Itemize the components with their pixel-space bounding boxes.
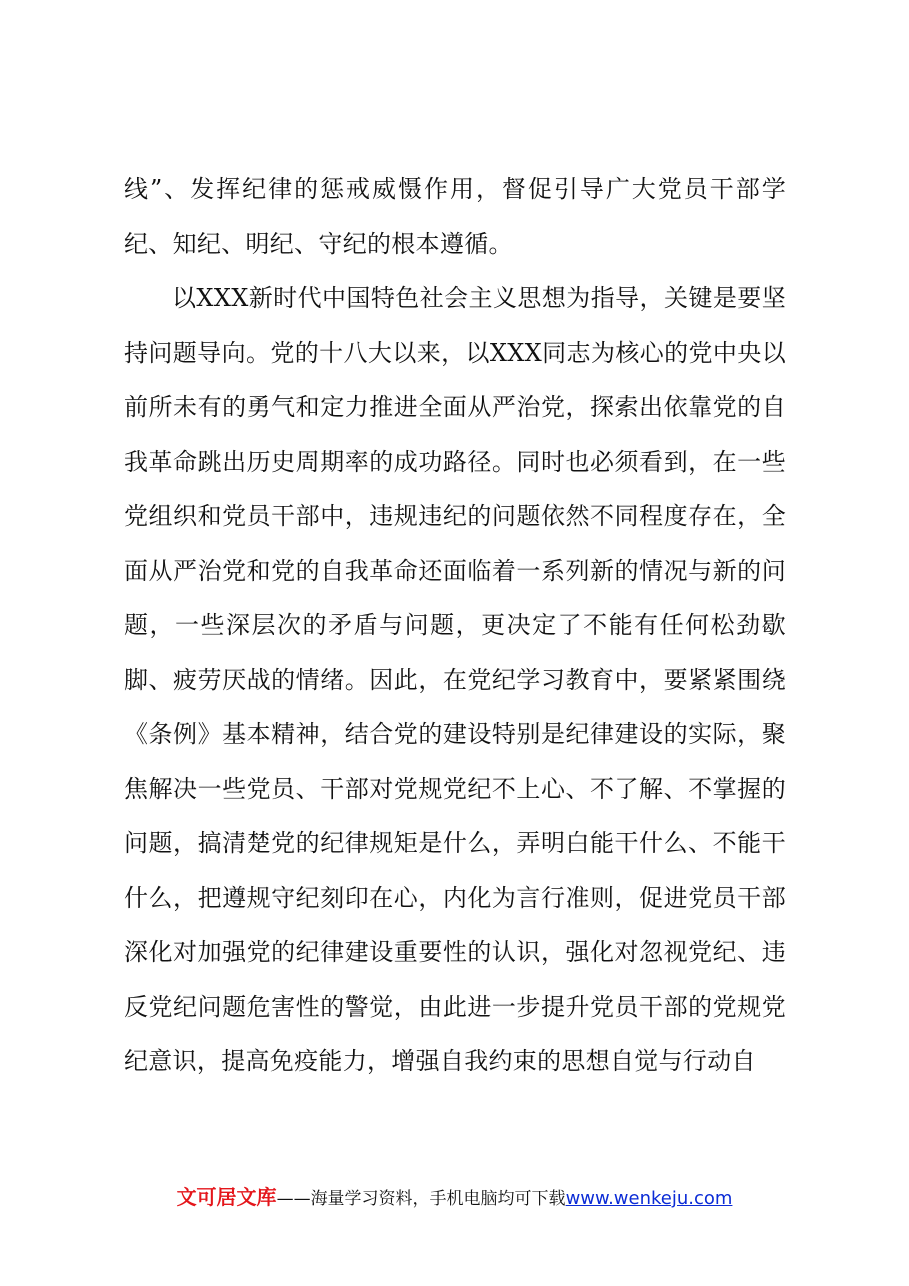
document-body bbox=[124, 162, 786, 1089]
footer-tagline: ——海量学习资料，手机电脑均可下载 bbox=[276, 1189, 566, 1209]
footer-banner bbox=[0, 1181, 909, 1210]
paragraph-continuation: 线”、发挥纪律的惩戒威慑作用，督促引导广大党员干部学纪、知纪、明纪、守纪的根本遵循。 bbox=[124, 175, 786, 258]
footer-brand: 文可居文库 bbox=[176, 1185, 277, 1209]
footer-website-link[interactable]: www.wenkeju.com bbox=[565, 1188, 733, 1209]
paragraph-main: 以XXX新时代中国特色社会主义思想为指导，关键是要坚持问题导向。党的十八大以来，以XXX同志为核心的党中央以前所未有的勇气和定力推进全面从严治党，探索出依靠党的自我革命跳出历史周期率的成功路径。同时也必须看到，在一些党组织和党员干部中，违规违纪的问题依然不同程度存在，全面从严治党和党的自我革命还面临着一系列新的情况与新的问题，一些深层次的矛盾与问题，更决定了不能有任何松劲歇脚、疲劳厌战的情绪。因此，在党纪学习教育中，要紧紧围绕《条例》基本精神，结合党的建设特别是纪律建设的实际，聚焦解决一些党员、干部对党规党纪不上心、不了解、不掌握的问题，搞清楚党的纪律规矩是什么，弄明白能干什么、不能干什么，把遵规守纪刻印在心，内化为言行准则，促进党员干部深化对加强党的纪律建设重要性的认识，强化对忽视党纪、违反党纪问题危害性的警觉，由此进一步提升党员干部的党规党纪意识，提高免疫能力，增强自我约束的思想自觉与行动自 bbox=[124, 284, 786, 1075]
